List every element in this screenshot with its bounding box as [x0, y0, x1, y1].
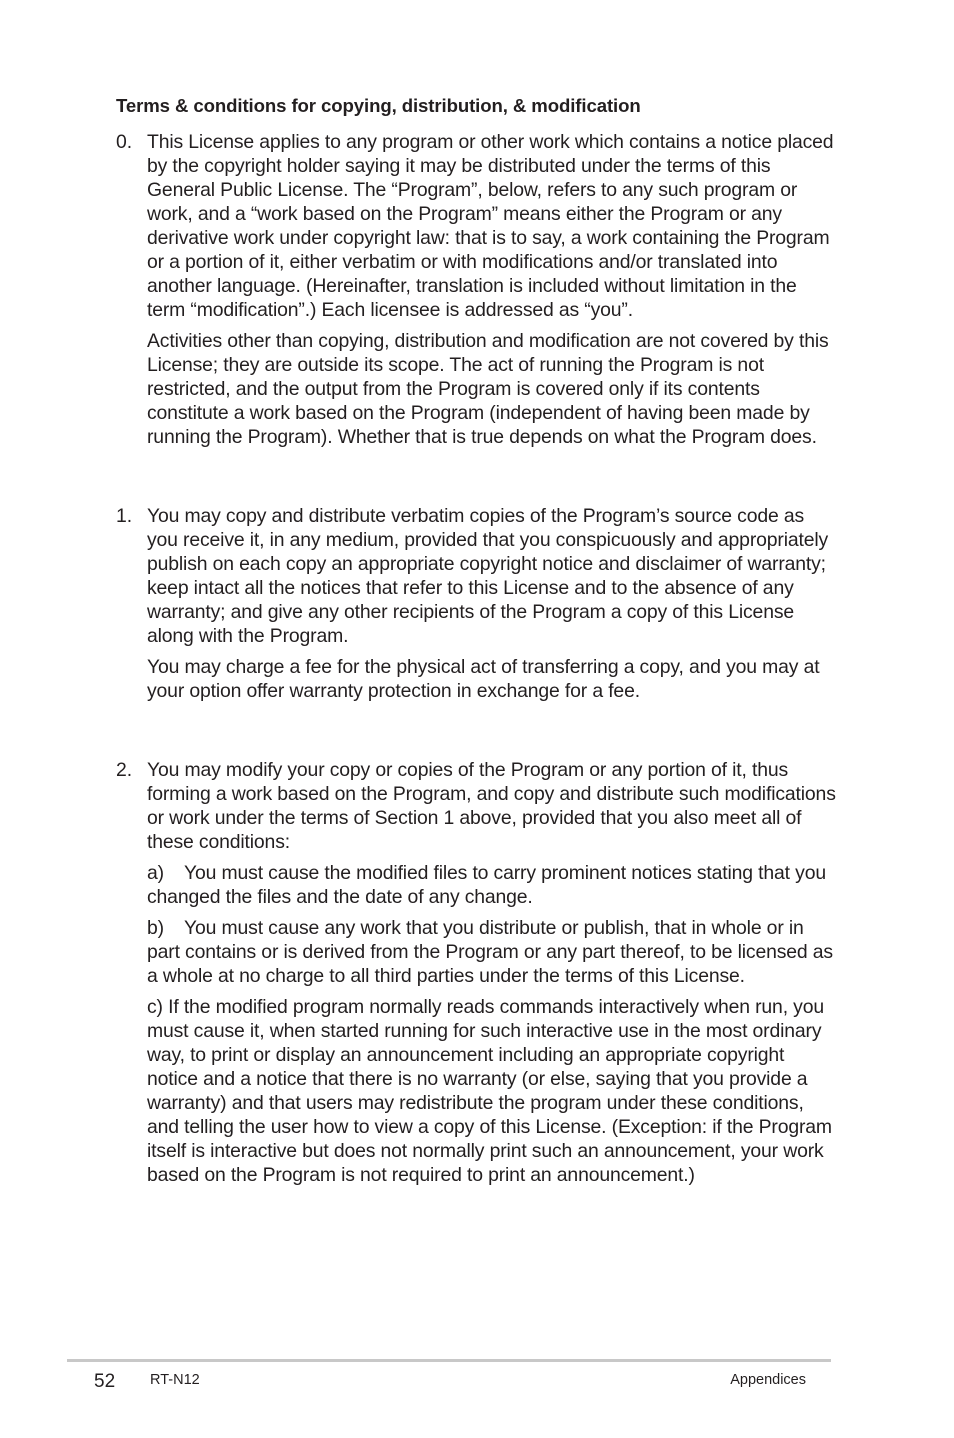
clause-number: 0. — [116, 131, 133, 153]
document-body — [116, 94, 836, 1194]
condition-a — [147, 861, 836, 909]
page-number: 52 — [94, 1371, 116, 1392]
condition-label: b) — [147, 917, 164, 939]
clause-paragraph: This License applies to any program or other work which contains a notice placed by the copyright holder saying it may be distributed under the terms of this General Public License. The “Program”, below, refers to any such program or work, and a “work based on the Program” means either the Program or any derivative work under copyright law: that is to say, a work containing the Program or a portion of it, either verbatim or with modifications and/or translated into another language. (Hereinafter, translation is included without limitation in the term “modification”.) Each licensee is addressed as “you”. — [147, 131, 834, 321]
clause-number: 2. — [116, 759, 133, 781]
condition-label: c) — [147, 996, 163, 1018]
condition-text: You must cause the modified files to carry prominent notices stating that you changed the files and the date of any change. — [147, 862, 826, 908]
condition-label: a) — [147, 862, 164, 884]
spacer — [116, 456, 836, 504]
clause-paragraph: Activities other than copying, distribution and modification are not covered by this License; they are outside its scope. The act of running the Program is not restricted, and the output from the Program is covered only if its contents constitute a work based on the Program (independent of having been made by running the Program). Whether that is true depends on what the Program does. — [147, 330, 829, 448]
license-clause-2 — [116, 758, 836, 1187]
footer-divider — [67, 1359, 831, 1362]
license-clause-1 — [116, 504, 836, 703]
clause-number: 1. — [116, 505, 133, 527]
clause-paragraph: You may modify your copy or copies of the Program or any portion of it, thus forming a work based on the Program, and copy and distribute such modifications or work under the terms of Section 1 above, provided that you also meet all of these conditions: — [147, 759, 836, 853]
section-heading: Terms & conditions for copying, distribution, & modification — [116, 95, 641, 116]
footer-model-name: RT-N12 — [150, 1372, 200, 1388]
condition-text: You must cause any work that you distribute or publish, that in whole or in part contains or is derived from the Program or any part thereof, to be licensed as a whole at no charge to all third parties under the terms of this License. — [147, 917, 833, 987]
spacer — [116, 710, 836, 758]
condition-b — [147, 916, 836, 988]
condition-c — [147, 995, 836, 1187]
clause-paragraph: You may copy and distribute verbatim copies of the Program’s source code as you receive it, in any medium, provided that you conspicuously and appropriately publish on each copy an appropriate copyright notice and disclaimer of warranty; keep intact all the notices that refer to this License and to the absence of any warranty; and give any other recipients of the Program a copy of this License along with the Program. — [147, 505, 829, 647]
condition-text: If the modified program normally reads commands interactively when run, you must cause it, when started running for such interactive use in the most ordinary way, to print or display an announcement including an appropriate copyright notice and a notice that there is no warranty (or else, saying that you provide a warranty) and that users may redistribute the program under these conditions, and telling the user how to view a copy of this License. (Exception: if the Program itself is interactive but does not normally print such an announcement, your work based on the Program is not required to print an announcement.) — [147, 996, 832, 1186]
clause-paragraph: You may charge a fee for the physical act of transferring a copy, and you may at your option offer warranty protection in exchange for a fee. — [147, 656, 820, 702]
license-clause-0 — [116, 130, 836, 449]
footer-section-name: Appendices — [730, 1372, 806, 1388]
